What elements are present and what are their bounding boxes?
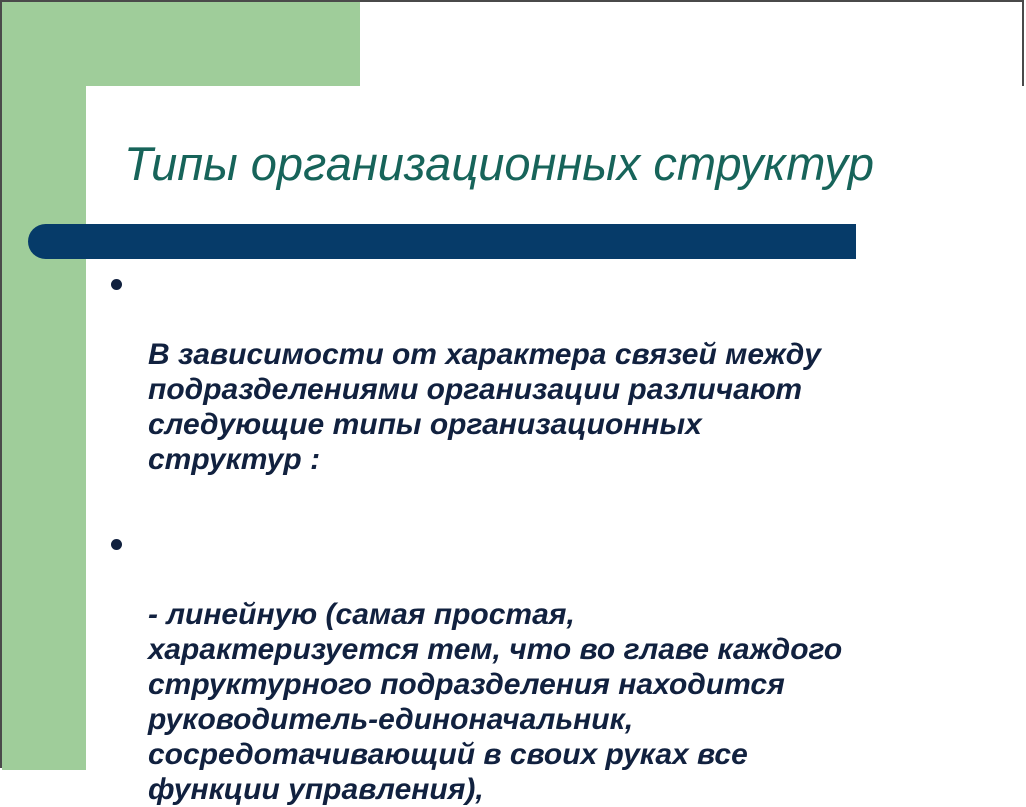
bullet-item-linear-structure bbox=[108, 527, 958, 807]
top-green-corner bbox=[86, 2, 360, 86]
title-underline-bar bbox=[28, 224, 856, 259]
bullet-text-organizational-structure-types: В зависимости от характера связей между подразделениями организации различают следующие типы организационных структур : bbox=[148, 338, 821, 476]
bullet-text-linear-structure: - линейную (самая простая, характеризуется тем, что во главе каждого структурного подразделения находится руководитель-единоначальник, сосредотачивающий в своих руках все функции управления), bbox=[148, 598, 843, 806]
bullet-list bbox=[108, 267, 958, 807]
slide-title: Типы организационных структур bbox=[124, 137, 875, 190]
bullet-item-organizational-structure-types bbox=[108, 267, 958, 477]
filled-circle-bullet-icon bbox=[111, 539, 122, 550]
left-green-band bbox=[2, 2, 86, 770]
filled-circle-bullet-icon bbox=[111, 279, 122, 290]
